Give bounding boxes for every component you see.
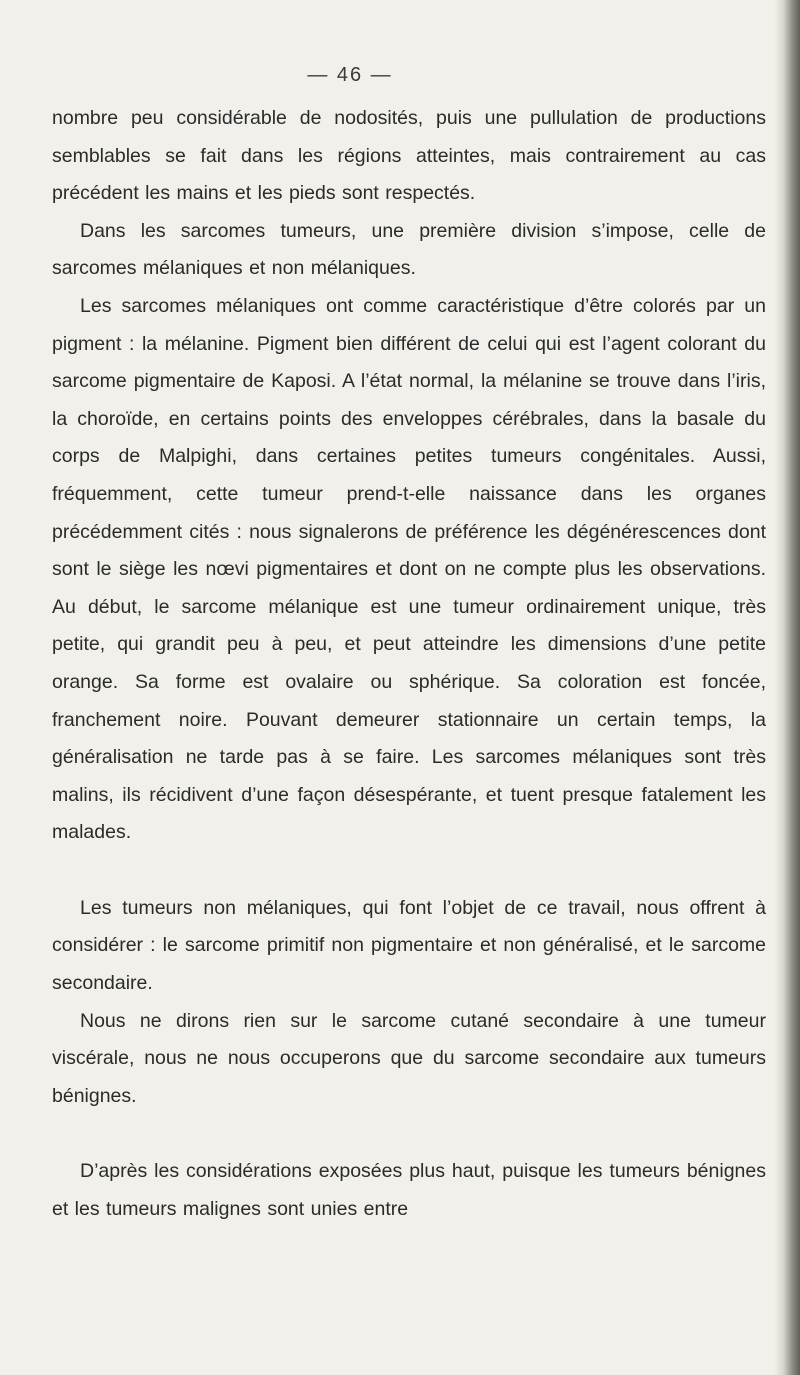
body-text [52,100,766,1229]
paragraph-5: Nous ne dirons rien sur le sarcome cutané secondaire à une tumeur viscérale, nous ne nous occuperons que du sarcome secondaire aux tumeurs bénignes. [52,1009,766,1107]
paragraph-2: Dans les sarcomes tumeurs, une première division s’impose, celle de sarcomes mélaniques et non mélaniques. [52,219,766,280]
paragraph-4: Les tumeurs non mélaniques, qui font l’objet de ce travail, nous offrent à considérer : le sarcome primitif non pigmentaire et non généralisé, et le sarcome secondaire. [52,896,766,995]
page-edge-shadow [774,0,800,1375]
paragraph-1: nombre peu considérable de nodosités, puis une pullulation de productions semblables se fait dans les régions atteintes, mais contrairement au cas précédent les mains et les pieds sont respectés. [52,107,766,205]
paragraph-3: Les sarcomes mélaniques ont comme caractéristique d’être colorés par un pigment : la mélanine. Pigment bien différent de celui qui est l’agent colorant du sarcome pigmentaire de Kaposi. A l’état normal, la mélanine se trouve dans l’iris, la choroïde, en certains points des enveloppes cérébrales, dans la basale du corps de Malpighi, dans certaines petites tumeurs congénitales. Aussi, fréquemment, cette tumeur prend-t-elle naissance dans les organes précédemment cités : nous signalerons de préférence les dégénérescences dont sont le siège les nœvi pigmentaires et dont on ne compte plus les observations. Au début, le sarcome mélanique est une tumeur ordinairement unique, très petite, qui grandit peu à peu, et peut atteindre les dimensions d’une petite orange. Sa forme est ovalaire ou sphérique. Sa coloration est foncée, franchement noire. Pouvant demeurer stationnaire un certain temps, la généralisation ne tarde pas à se faire. Les sarcomes mélaniques sont très malins, ils récidivent d’une façon désespérante, et tuent presque fatalement les malades. [52,294,766,844]
paragraph-6: D’après les considérations exposées plus haut, puisque les tumeurs bénignes et les tumeurs malignes sont unies entre [52,1160,766,1221]
page-number: — 46 — [307,64,393,86]
